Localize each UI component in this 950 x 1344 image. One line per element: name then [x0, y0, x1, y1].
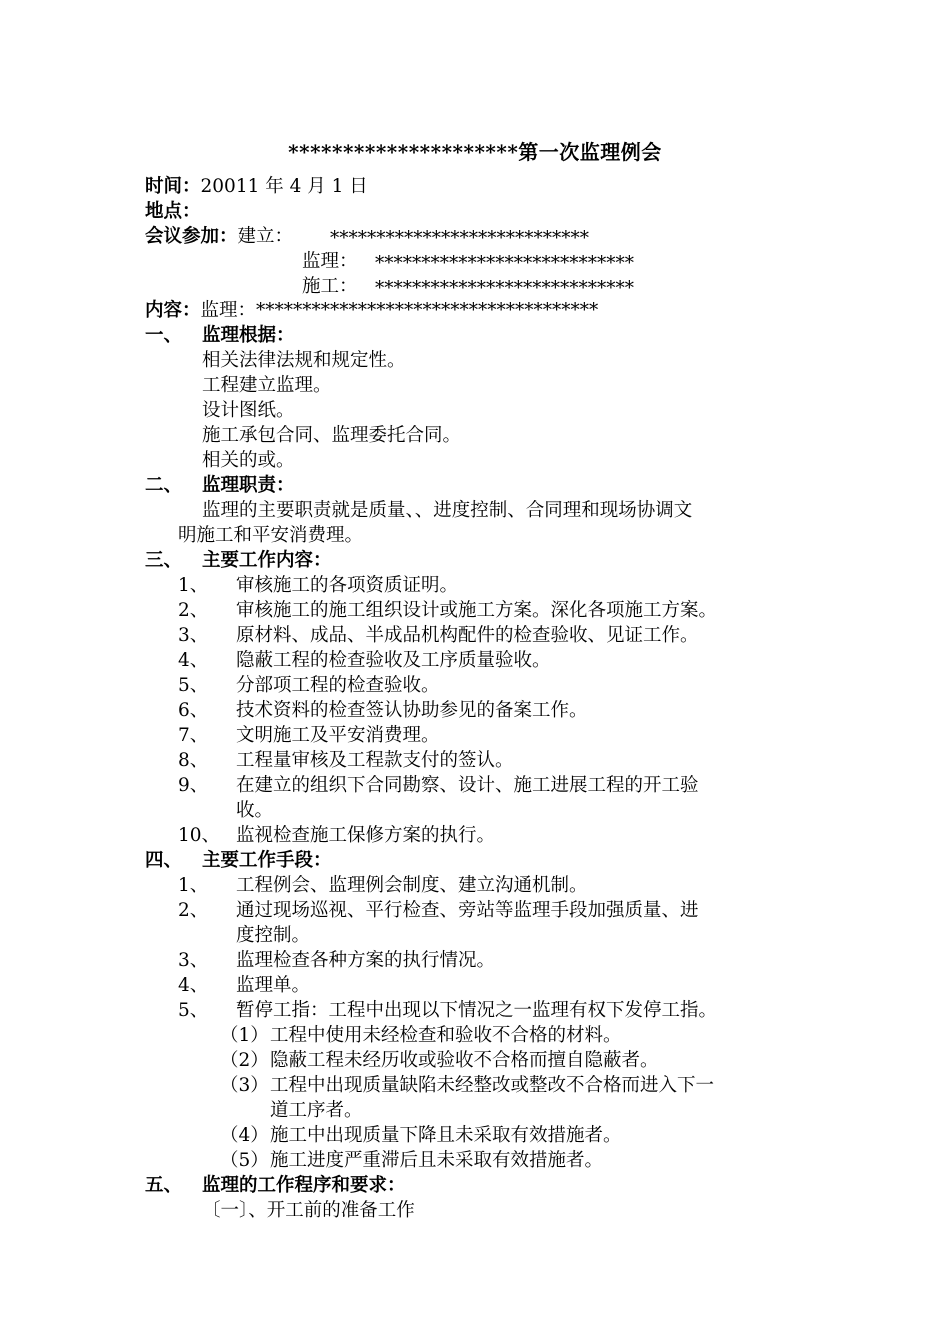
content-role: 监理： — [200, 300, 257, 321]
time-row — [145, 174, 368, 199]
section-heading: 主要工作内容： — [202, 550, 332, 571]
sub-item-number: （1） — [220, 1025, 269, 1046]
sub-item: 隐蔽工程未经历收或验收不合格而擅自隐蔽者。 — [270, 1050, 659, 1071]
list-item-number: 5、 — [178, 1000, 209, 1021]
list-item: 审核施工的施工组织设计或施工方案。深化各项施工方案。 — [236, 600, 718, 621]
attendee-role: 监理： — [302, 251, 358, 272]
section-number: 二、 — [145, 475, 183, 496]
sub-item: 施工中出现质量下降且未采取有效措施者。 — [270, 1125, 622, 1146]
section-number: 五、 — [145, 1175, 183, 1196]
list-item: 暂停工指：工程中出现以下情况之一监理有权下发停工指。 — [236, 1000, 718, 1021]
sub-item: 施工进度严重滞后且未采取有效措施者。 — [270, 1150, 604, 1171]
attend-row — [145, 224, 293, 249]
list-item: 工程量审核及工程款支付的签认。 — [236, 750, 514, 771]
section-number: 三、 — [145, 550, 183, 571]
list-item-number: 10、 — [178, 825, 221, 846]
document-title: *********************第一次监理例会 — [288, 140, 662, 164]
list-item: 设计图纸。 — [202, 400, 295, 421]
list-item-number: 8、 — [178, 750, 209, 771]
time-value: 20011 年 4 月 1 日 — [200, 176, 368, 197]
list-item-number: 2、 — [178, 900, 209, 921]
list-item-number: 1、 — [178, 575, 209, 596]
list-item-number: 4、 — [178, 975, 209, 996]
list-item-number: 7、 — [178, 725, 209, 746]
sub-item-number: （4） — [220, 1125, 269, 1146]
paragraph-line: 明施工和平安消费理。 — [178, 525, 364, 546]
list-item-number: 3、 — [178, 625, 209, 646]
content-row — [145, 298, 598, 323]
list-item-number: 3、 — [178, 950, 209, 971]
attend-label: 会议参加： — [145, 226, 238, 247]
sub-item: 工程中使用未经检查和验收不合格的材料。 — [270, 1025, 622, 1046]
list-item-number: 5、 — [178, 675, 209, 696]
list-item-number: 9、 — [178, 775, 209, 796]
place-label: 地点： — [145, 201, 201, 222]
attendee-name: **************************** — [375, 253, 634, 274]
section-number: 一、 — [145, 325, 183, 346]
attendee-name: **************************** — [375, 278, 634, 299]
sub-item-number: （5） — [220, 1150, 269, 1171]
list-item: 隐蔽工程的检查验收及工序质量验收。 — [236, 650, 551, 671]
section-heading: 监理职责： — [202, 475, 295, 496]
list-item: 在建立的组织下合同勘察、设计、施工进展工程的开工验 — [236, 775, 699, 796]
list-item-continuation: 度控制。 — [236, 925, 311, 946]
list-item: 工程例会、监理例会制度、建立沟通机制。 — [236, 875, 588, 896]
list-item: 监视检查施工保修方案的执行。 — [236, 825, 496, 846]
sub-item-number: （3） — [220, 1075, 269, 1096]
list-item: 工程建立监理。 — [202, 375, 332, 396]
list-item-number: 2、 — [178, 600, 209, 621]
section-heading: 监理根据： — [202, 325, 295, 346]
list-item: 审核施工的各项资质证明。 — [236, 575, 459, 596]
list-item: 技术资料的检查签认协助参见的备案工作。 — [236, 700, 588, 721]
attendee-role: 建立： — [237, 226, 294, 247]
list-item: 分部项工程的检查验收。 — [236, 675, 440, 696]
sub-item: 工程中出现质量缺陷未经整改或整改不合格而进入下一 — [270, 1075, 715, 1096]
time-label: 时间： — [145, 176, 201, 197]
list-item-number: 4、 — [178, 650, 209, 671]
list-item: 施工承包合同、监理委托合同。 — [202, 425, 462, 446]
list-item-continuation: 收。 — [236, 800, 274, 821]
list-item: 监理单。 — [236, 975, 311, 996]
section-heading: 主要工作手段： — [202, 850, 332, 871]
section-heading: 监理的工作程序和要求： — [202, 1175, 406, 1196]
content-label: 内容： — [145, 300, 201, 321]
subsection-heading: 〔一〕、开工前的准备工作 — [202, 1200, 415, 1221]
list-item: 相关法律法规和规定性。 — [202, 350, 406, 371]
attendee-role: 施工： — [302, 276, 358, 297]
paragraph-line: 监理的主要职责就是质量、、进度控制、合同理和现场协调文 — [202, 500, 693, 521]
sub-item-continuation: 道工序者。 — [270, 1100, 363, 1121]
list-item: 文明施工及平安消费理。 — [236, 725, 440, 746]
content-value: ************************************* — [256, 300, 599, 321]
attendee-name: **************************** — [330, 228, 589, 249]
list-item-number: 6、 — [178, 700, 209, 721]
list-item: 监理检查各种方案的执行情况。 — [236, 950, 496, 971]
list-item: 原材料、成品、半成品机构配件的检查验收、见证工作。 — [236, 625, 699, 646]
list-item-number: 1、 — [178, 875, 209, 896]
section-number: 四、 — [145, 850, 183, 871]
sub-item-number: （2） — [220, 1050, 269, 1071]
list-item: 相关的或。 — [202, 450, 295, 471]
list-item: 通过现场巡视、平行检查、旁站等监理手段加强质量、进 — [236, 900, 699, 921]
